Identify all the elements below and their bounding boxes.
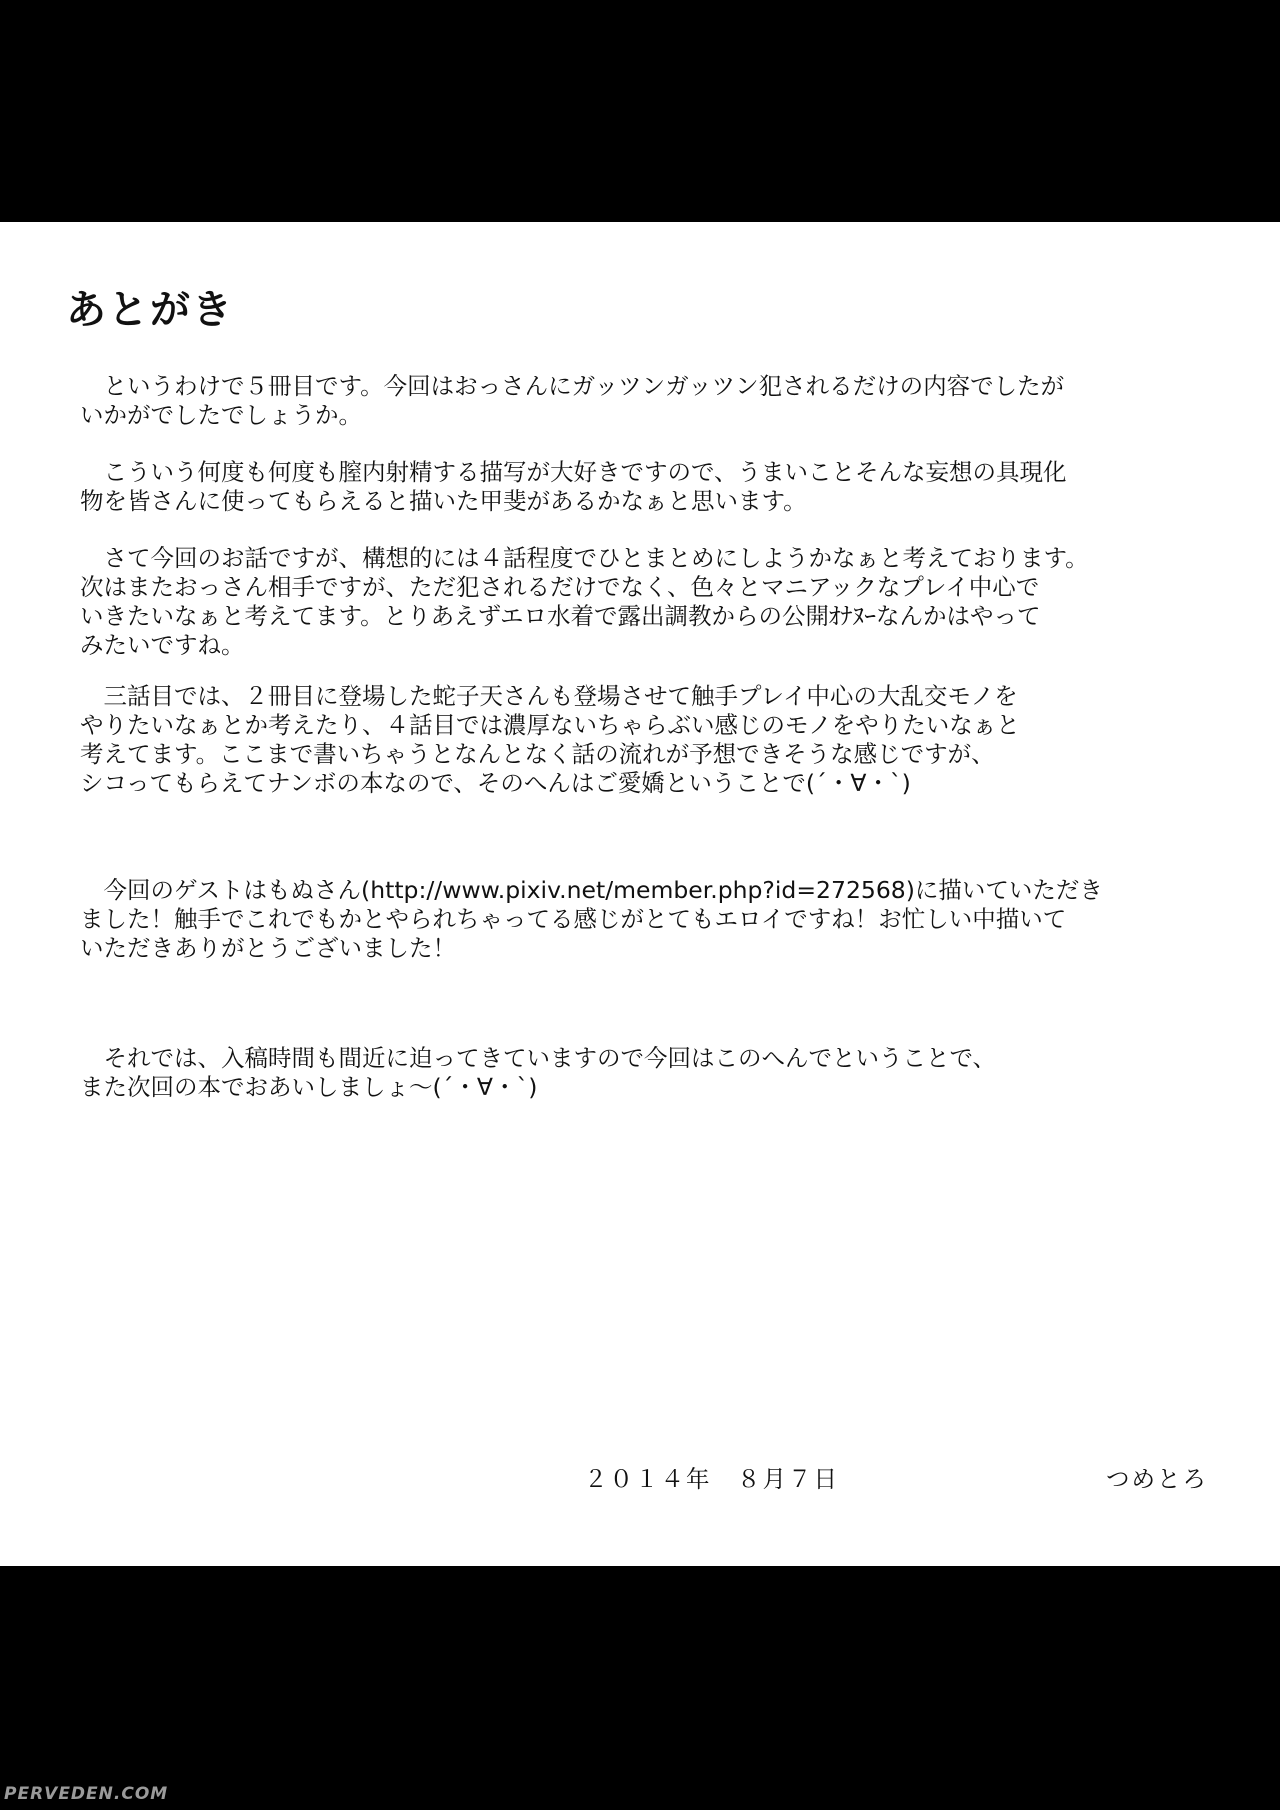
signature-date: ２０１４年 ８月７日 [584, 1465, 839, 1493]
afterword-page [0, 222, 1280, 1566]
paragraph-closing: それでは、入稿時間も間近に迫ってきていますので今回はこのへんでということで、 また次回の本でおあいしましょ～(´・∀・`) [80, 1044, 997, 1101]
paragraph-intro: というわけで５冊目です。今回はおっさんにガッツンガッツン犯されるだけの内容でしたが いかがでしたでしょうか。 [80, 372, 1065, 429]
paragraph-depiction: こういう何度も何度も膣内射精する描写が大好きですので、うまいことそんな妄想の具現化 物を皆さんに使ってもらえると描いた甲斐があるかなぁと思います。 [80, 458, 1067, 515]
paragraph-guest-thanks: 今回のゲストはもぬさん(http://www.pixiv.net/member.php?id=272568)に描いていただき ました！触手でこれでもかとやられちゃってる感じがとてもエロイですね！お忙しい中描いて いただきありがとうございました！ [80, 876, 1103, 962]
paragraph-story-plan: さて今回のお話ですが、構想的には４話程度でひとまとめにしようかなぁと考えております。 次はまたおっさん相手ですが、ただ犯されるだけでなく、色々とマニアックなプレイ中心で いきたいなぁと考えてます。とりあえずエロ水着で露出調教からの公開ｵﾅﾇｰなんかはやって みたいですね。 [80, 544, 1089, 659]
signature-author: つめとろ [1106, 1465, 1208, 1493]
site-watermark: PERVEDEN.COM [4, 1784, 169, 1804]
paragraph-next-episodes: 三話目では、２冊目に登場した蛇子天さんも登場させて触手プレイ中心の大乱交モノを やりたいなぁとか考えたり、４話目では濃厚ないちゃらぶい感じのモノをやりたいなぁと 考えてます。ここまで書いちゃうとなんとなく話の流れが予想できそうな感じですが、 シコってもらえてナンボの本なので、そのへんはご愛嬌ということで(´・∀・`) [80, 682, 1020, 797]
top-black-band [0, 0, 1280, 222]
page-title: あとがき [66, 287, 234, 333]
bottom-black-band [0, 1566, 1280, 1810]
